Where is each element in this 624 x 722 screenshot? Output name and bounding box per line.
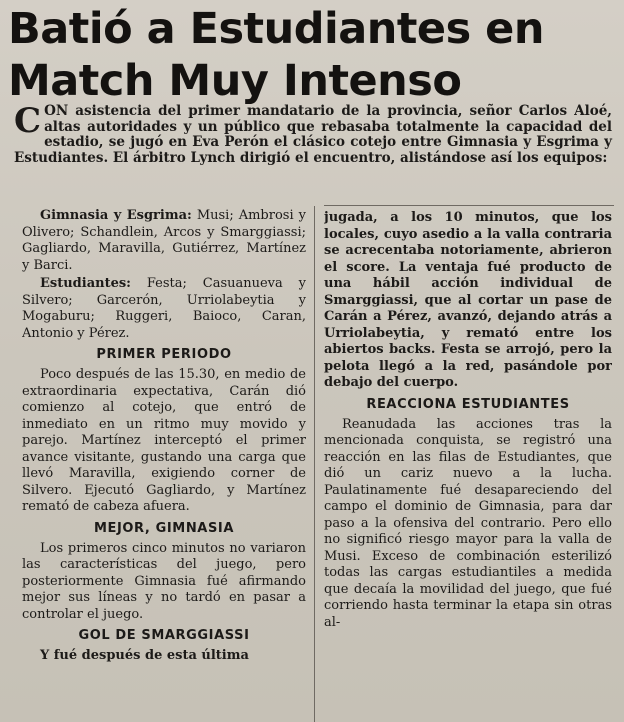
lead-paragraph: [14, 101, 612, 166]
gol-paragraph-continuation: jugada, a los 10 minutos, que los locales, cuyo asedio a la valla contraria se acrecentaba notoriamente, abrieron el score. La ventaja fué producto de una hábil acción individual de Smarggiassi, que al cortar un pase de Carán a Pérez, avanzó, dejando atrás a Urriolabeytia, y remató entre los abiertos backs. Festa se arrojó, pero la pelota llegó a la red, pasándole por debajo del cuerpo.: [324, 210, 612, 390]
right-column: [324, 210, 612, 722]
lead-text: ON asistencia del primer mandatario de la provincia, señor Carlos Aloé, altas autoridades y un público que rebasaba totalmente la capacidad del estadio, se jugó en Eva Perón el clásico cotejo entre Gimnasia y Esgrima y Estudiantes. El árbitro Lynch dirigió el encuentro, alistándose así los equipos:: [14, 103, 612, 166]
gol-paragraph-start: Y fué después de esta última: [40, 648, 249, 663]
column-top-rule: [324, 205, 614, 206]
headline-line-1: Batió a Estudiantes en: [8, 4, 544, 54]
estudiantes-players: Festa; Casuanueva y Silvero; Garcerón, Urriolabeytia y Mogaburu; Ruggeri, Baioco, Caran, Antonio y Pérez.: [22, 276, 306, 341]
reacciona-paragraph: Reanudada las acciones tras la mencionada conquista, se registró una reacción en las filas de Estudiantes, que dió un cariz nuevo a la lucha. Paulatinamente fué desapareciendo del campo el dominio de Gimnasia, para dar paso a la ofensiva del contrario. Pero ello no significó riesgo mayor para la valla de Musi. Exceso de combinación esterilizó todas las cargas estudiantiles a medida que decaía la movilidad del juego, que fué corriendo hasta terminar la etapa sin otras al-: [324, 416, 612, 630]
subhead-mejor-gimnasia: MEJOR, GIMNASIA: [93, 520, 235, 536]
left-column: [22, 208, 306, 722]
subhead-primer-periodo: PRIMER PERIODO: [96, 347, 232, 362]
gimnasia-players: Musi; Ambrosi y Olivero; Schandlein, Arcos y Smarggiassi; Gagliardo, Maravilla, Gutiérrez, Martínez y Barci.: [22, 208, 306, 273]
subhead-reacciona-estudiantes: REACCIONA ESTUDIANTES: [366, 396, 570, 412]
estudiantes-lineup: [22, 276, 306, 342]
subhead-gol-smarggiassi: GOL DE SMARGGIASSI: [78, 628, 250, 643]
headline-line-2: Match Muy Intenso: [8, 56, 462, 106]
mejor-gimnasia-paragraph: Los primeros cinco minutos no variaron las características del juego, pero posteriormente Gimnasia fué afirmando mejor sus líneas y no tardó en pasar a controlar el juego.: [22, 540, 306, 622]
estudiantes-label: Estudiantes:: [40, 276, 131, 291]
column-divider: [314, 206, 315, 722]
drop-cap: C: [14, 101, 42, 141]
gimnasia-label: Gimnasia y Esgrima:: [40, 208, 192, 223]
gimnasia-lineup: [22, 208, 306, 274]
primer-periodo-paragraph: Poco después de las 15.30, en medio de extraordinaria expectativa, Carán dió comienzo al cotejo, que entró de inmediato en un ritmo muy movido y parejo. Martínez interceptó el primer avance visitante, gustando una carga que llevó Maravilla, exigiendo corner de Silvero. Ejecutó Gagliardo, y Martínez remató de cabeza afuera.: [22, 367, 306, 514]
